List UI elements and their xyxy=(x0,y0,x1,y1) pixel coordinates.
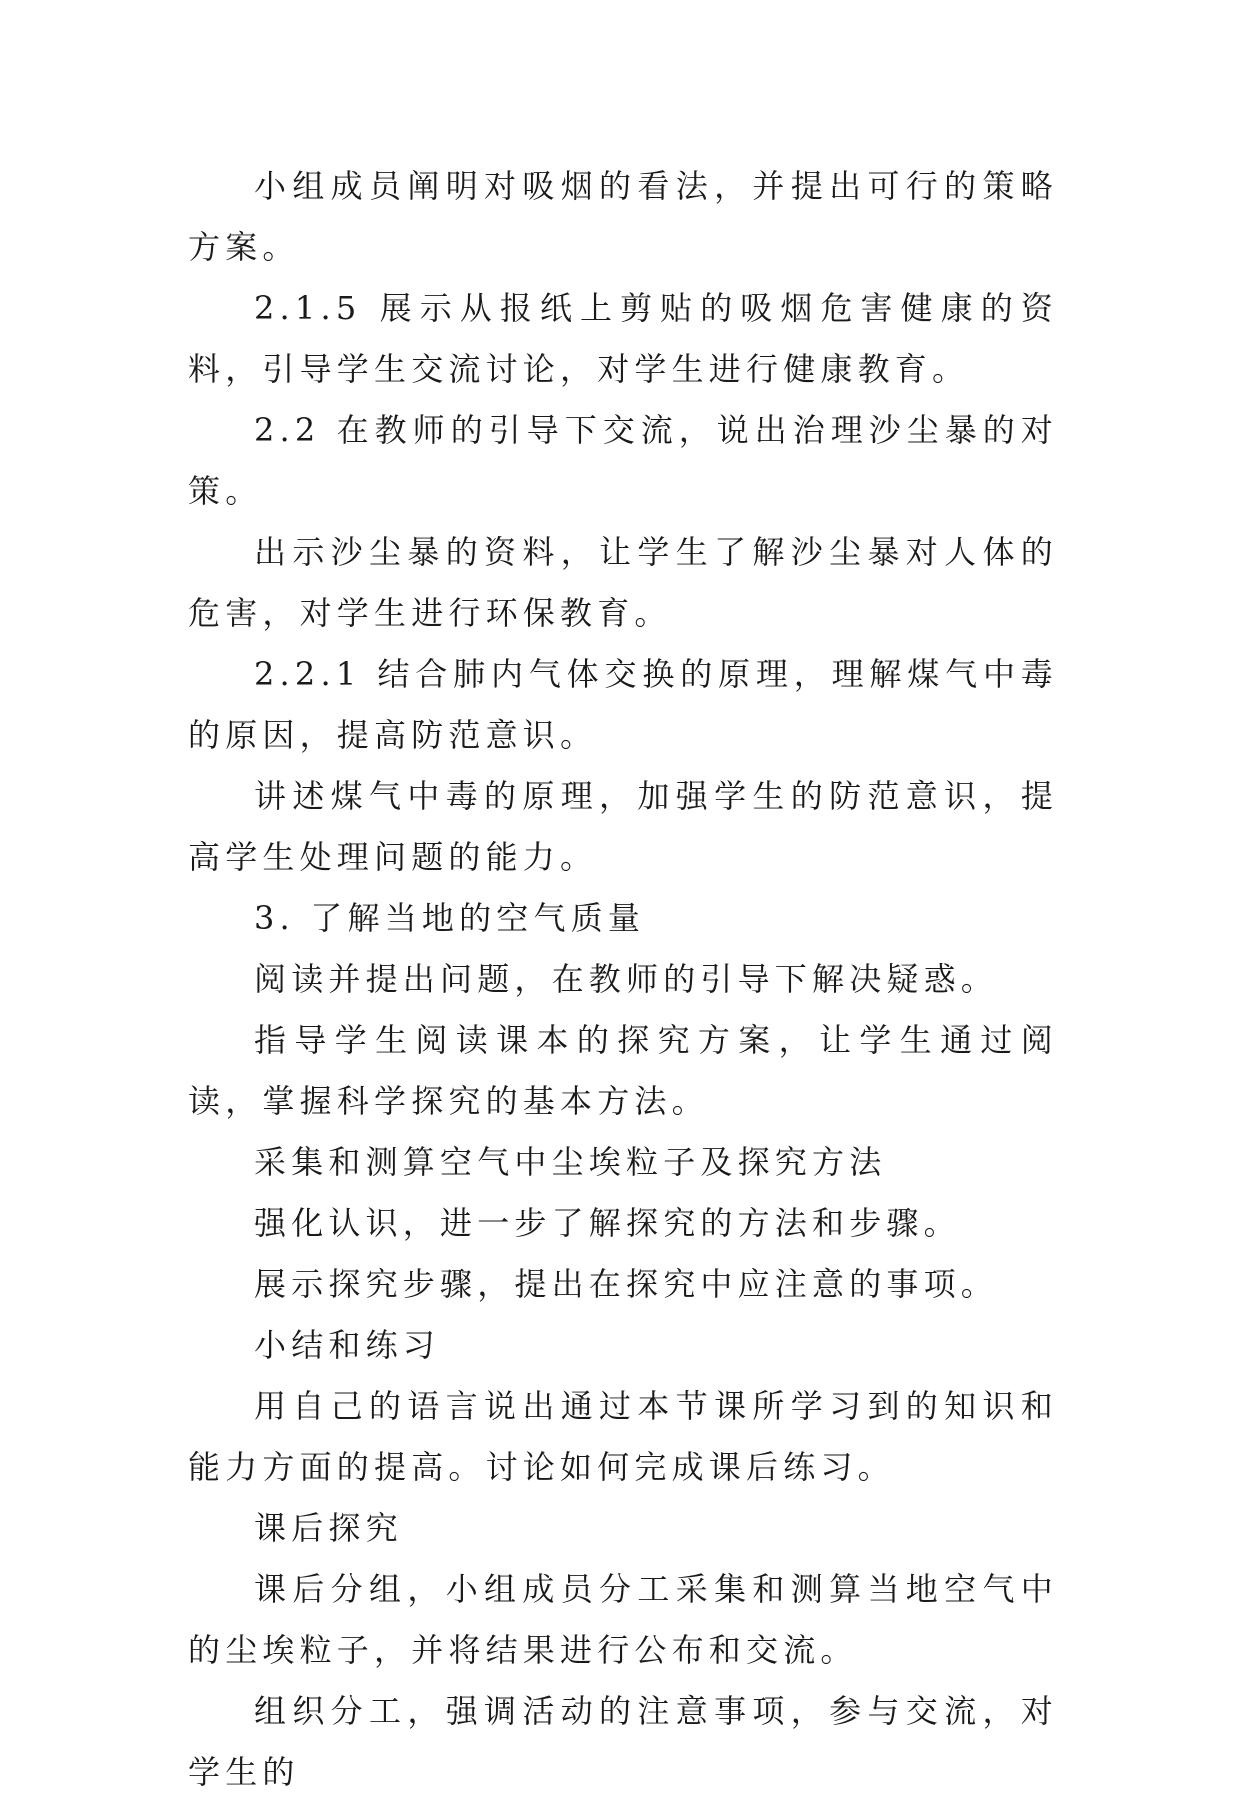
paragraph: 小组成员阐明对吸烟的看法，并提出可行的策略方案。 xyxy=(188,167,1058,266)
paragraph: 出示沙尘暴的资料，让学生了解沙尘暴对人体的危害，对学生进行环保教育。 xyxy=(188,533,1058,632)
paragraph: 讲述煤气中毒的原理，加强学生的防范意识，提高学生处理问题的能力。 xyxy=(188,777,1058,876)
paragraph: 采集和测算空气中尘埃粒子及探究方法 xyxy=(254,1143,887,1181)
paragraph: 展示探究步骤，提出在探究中应注意的事项。 xyxy=(254,1265,999,1303)
document-page xyxy=(188,156,1058,1803)
paragraph: 强化认识，进一步了解探究的方法和步骤。 xyxy=(254,1204,961,1242)
paragraph: 用自己的语言说出通过本节课所学习到的知识和能力方面的提高。讨论如何完成课后练习。 xyxy=(188,1387,1058,1486)
section-heading: 3. 了解当地的空气质量 xyxy=(254,899,646,937)
paragraph: 2.2 在教师的引导下交流，说出治理沙尘暴的对策。 xyxy=(188,411,1058,510)
paragraph: 2.2.1 结合肺内气体交换的原理，理解煤气中毒的原因，提高防范意识。 xyxy=(188,655,1058,754)
paragraph: 阅读并提出问题，在教师的引导下解决疑惑。 xyxy=(254,960,999,998)
section-heading: 课后探究 xyxy=(254,1509,403,1547)
paragraph: 课后分组，小组成员分工采集和测算当地空气中的尘埃粒子，并将结果进行公布和交流。 xyxy=(188,1570,1058,1669)
paragraph: 2.1.5 展示从报纸上剪贴的吸烟危害健康的资料，引导学生交流讨论，对学生进行健康教育。 xyxy=(188,289,1058,388)
paragraph: 组织分工，强调活动的注意事项，参与交流，对学生的 xyxy=(188,1692,1058,1791)
paragraph: 指导学生阅读课本的探究方案，让学生通过阅读，掌握科学探究的基本方法。 xyxy=(188,1021,1058,1120)
section-heading: 小结和练习 xyxy=(254,1326,441,1364)
